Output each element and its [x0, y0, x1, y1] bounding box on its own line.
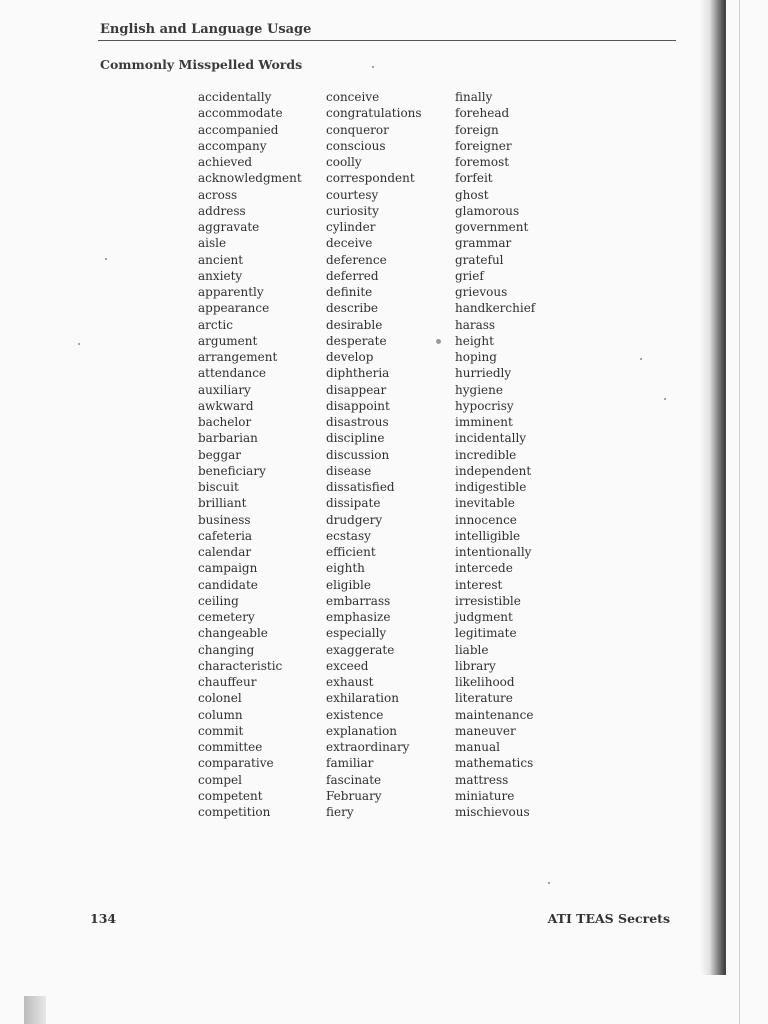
word-item: changing — [198, 642, 255, 657]
word-item: likelihood — [455, 675, 515, 689]
word-item: chauffeur — [198, 675, 257, 689]
word-item: anxiety — [198, 268, 243, 283]
word-item: committee — [198, 740, 263, 754]
word-item: business — [198, 512, 251, 527]
word-item: discussion — [326, 447, 390, 462]
word-item: deferred — [326, 268, 379, 283]
word-item: harass — [455, 317, 496, 332]
word-item: colonel — [198, 691, 242, 706]
word-item: intentionally — [455, 545, 532, 559]
word-item: mattress — [455, 772, 509, 787]
word-item: foreign — [455, 122, 499, 137]
word-item: ceiling — [198, 593, 239, 608]
word-item: accompany — [198, 138, 267, 153]
word-item: brilliant — [198, 496, 247, 511]
word-item: comparative — [198, 756, 274, 771]
word-item: achieved — [198, 155, 253, 169]
word-item: intercede — [455, 561, 513, 576]
word-item: foreigner — [455, 138, 512, 153]
word-item: describe — [326, 301, 379, 316]
word-item: beneficiary — [198, 463, 266, 478]
word-item: campaign — [198, 561, 258, 576]
word-item: maneuver — [455, 723, 516, 738]
word-item: liable — [455, 642, 489, 657]
word-item: drudgery — [326, 512, 383, 527]
word-item: foremost — [455, 155, 510, 169]
word-item: literature — [455, 691, 513, 706]
word-item: courtesy — [326, 187, 379, 202]
word-item: grief — [455, 268, 484, 283]
word-item: apparently — [198, 285, 264, 299]
word-item: arrangement — [198, 350, 278, 364]
word-item: February — [326, 788, 382, 803]
word-item: grammar — [455, 236, 512, 251]
word-item: familiar — [326, 756, 374, 771]
word-item: disappear — [326, 382, 387, 397]
word-item: correspondent — [326, 171, 415, 186]
word-item: definite — [326, 285, 373, 299]
word-item: library — [455, 658, 496, 673]
word-item: develop — [326, 350, 374, 364]
word-item: extraordinary — [326, 740, 410, 754]
word-item: irresistible — [455, 593, 521, 608]
word-item: exaggerate — [326, 642, 395, 657]
word-item: candidate — [198, 577, 258, 592]
word-item: competition — [198, 805, 271, 819]
word-item: conceive — [326, 90, 380, 104]
word-item: disease — [326, 463, 372, 478]
word-item: manual — [455, 740, 500, 754]
word-item: diphtheria — [326, 366, 390, 381]
word-item: miniature — [455, 788, 515, 803]
word-item: handkerchief — [455, 301, 536, 316]
word-item: eligible — [326, 577, 371, 592]
word-item: accidentally — [198, 90, 272, 104]
word-item: aisle — [198, 236, 227, 251]
word-item: grateful — [455, 252, 504, 267]
word-item: argument — [198, 333, 258, 348]
word-item: exceed — [326, 658, 369, 673]
word-item: interest — [455, 577, 503, 592]
word-item: especially — [326, 626, 387, 641]
scan-speck — [548, 882, 550, 884]
word-item: congratulations — [326, 106, 422, 121]
word-item: forehead — [455, 106, 510, 121]
word-item: desirable — [326, 317, 383, 332]
word-item: cylinder — [326, 220, 376, 234]
word-item: accommodate — [198, 106, 283, 121]
word-item: cemetery — [198, 610, 255, 624]
word-item: commit — [198, 723, 244, 738]
word-item: competent — [198, 788, 263, 803]
word-item: incidentally — [455, 431, 527, 446]
word-item: across — [198, 187, 238, 202]
word-item: forfeit — [455, 171, 493, 186]
word-item: acknowledgment — [198, 171, 302, 186]
word-item: finally — [455, 90, 493, 104]
word-item: exhilaration — [326, 691, 399, 706]
word-item: dissipate — [326, 496, 381, 511]
word-item: maintenance — [455, 707, 534, 722]
word-item: deference — [326, 252, 387, 267]
word-item: accompanied — [198, 122, 279, 137]
word-item: hurriedly — [455, 366, 512, 381]
word-item: innocence — [455, 512, 517, 527]
word-column-3 — [455, 89, 535, 820]
word-item: government — [455, 220, 529, 234]
word-item: disappoint — [326, 398, 390, 413]
word-item: mathematics — [455, 756, 534, 771]
word-item: awkward — [198, 398, 254, 413]
word-item: ancient — [198, 252, 244, 267]
word-item: desperate — [326, 333, 387, 348]
word-item: bachelor — [198, 415, 252, 429]
word-item: dissatisfied — [326, 480, 395, 494]
word-item: exhaust — [326, 675, 374, 689]
word-item: efficient — [326, 545, 376, 559]
word-item: embarrass — [326, 593, 391, 608]
word-item: grievous — [455, 285, 508, 299]
word-item: calendar — [198, 545, 252, 559]
header-divider — [98, 40, 676, 41]
word-item: conqueror — [326, 122, 389, 137]
binding-shadow — [700, 0, 724, 975]
section-header: English and Language Usage — [100, 22, 312, 37]
word-item: hygiene — [455, 382, 503, 397]
scan-speck — [78, 343, 80, 345]
word-item: appearance — [198, 301, 270, 316]
word-item: imminent — [455, 415, 513, 429]
word-item: mischievous — [455, 805, 530, 819]
word-item: eighth — [326, 561, 365, 576]
word-item: disastrous — [326, 415, 389, 429]
word-item: existence — [326, 707, 384, 722]
word-item: incredible — [455, 447, 517, 462]
word-item: explanation — [326, 723, 398, 738]
word-item: fiery — [326, 805, 354, 819]
binding-edge — [724, 0, 726, 975]
scan-speck — [436, 339, 441, 344]
word-item: ghost — [455, 187, 489, 202]
word-item: indigestible — [455, 480, 527, 494]
word-item: curiosity — [326, 203, 379, 218]
word-item: arctic — [198, 317, 233, 332]
word-item: height — [455, 333, 494, 348]
word-item: glamorous — [455, 203, 520, 218]
word-item: coolly — [326, 155, 362, 169]
word-item: cafeteria — [198, 528, 253, 543]
word-item: deceive — [326, 236, 373, 251]
word-item: characteristic — [198, 658, 283, 673]
page-edge — [739, 0, 740, 1024]
word-item: compel — [198, 772, 242, 787]
word-item: legitimate — [455, 626, 517, 641]
word-item: independent — [455, 463, 532, 478]
word-item: conscious — [326, 138, 386, 153]
word-item: inevitable — [455, 496, 515, 511]
word-item: emphasize — [326, 610, 391, 624]
word-item: hoping — [455, 350, 497, 364]
word-item: address — [198, 203, 246, 218]
book-title: ATI TEAS Secrets — [547, 911, 670, 926]
word-item: aggravate — [198, 220, 260, 234]
scan-speck — [640, 358, 642, 360]
word-column-1 — [198, 89, 302, 820]
word-item: judgment — [455, 610, 513, 624]
scan-smudge — [24, 996, 46, 1024]
word-item: fascinate — [326, 772, 382, 787]
word-item: ecstasy — [326, 528, 371, 543]
scan-speck — [372, 66, 374, 68]
word-item: biscuit — [198, 480, 239, 494]
word-item: hypocrisy — [455, 398, 514, 413]
word-item: changeable — [198, 626, 268, 641]
word-item: intelligible — [455, 528, 521, 543]
page-number: 134 — [90, 911, 117, 926]
scan-speck — [664, 398, 666, 400]
word-item: beggar — [198, 447, 242, 462]
scan-speck — [105, 258, 107, 260]
word-item: discipline — [326, 431, 385, 446]
word-item: barbarian — [198, 431, 258, 446]
word-column-2 — [326, 89, 422, 820]
word-item: attendance — [198, 366, 267, 381]
page-subtitle: Commonly Misspelled Words — [100, 57, 303, 72]
word-item: column — [198, 707, 243, 722]
word-item: auxiliary — [198, 382, 251, 397]
